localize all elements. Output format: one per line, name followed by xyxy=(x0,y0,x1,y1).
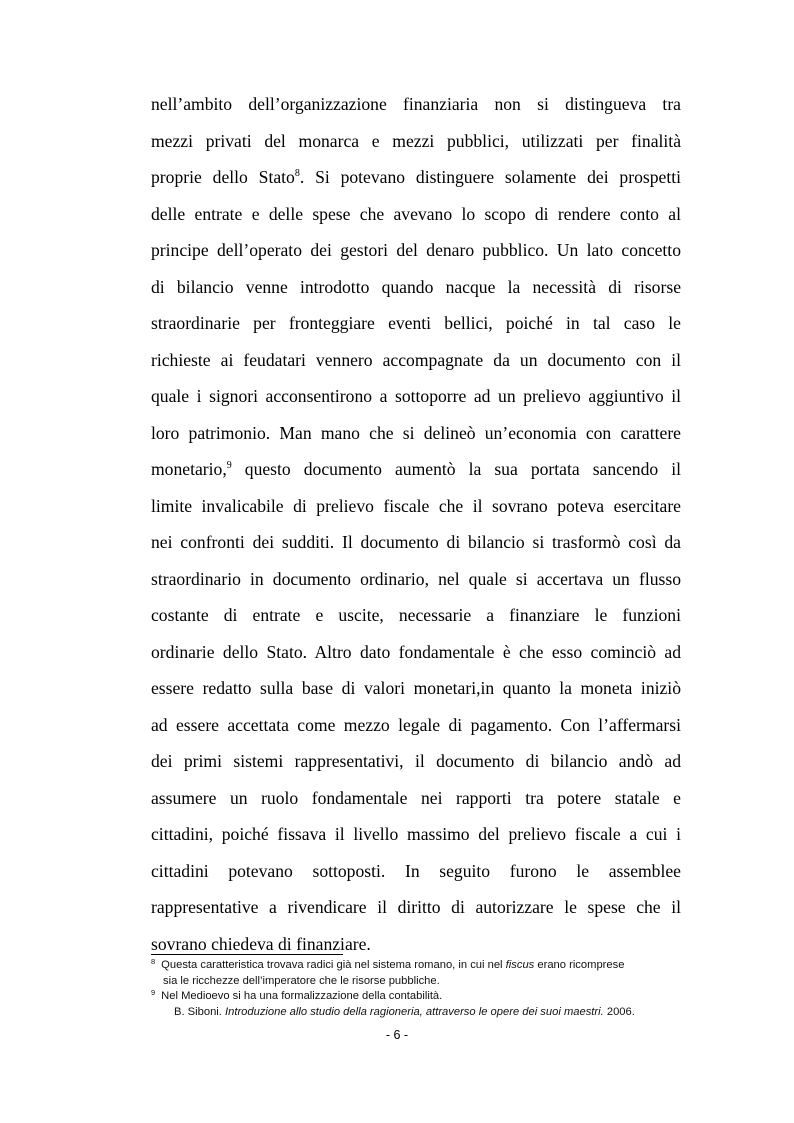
body-line: costante di entrate e uscite, necessarie a finanziare le funzioni xyxy=(151,605,681,625)
body-line: loro patrimonio. Man mano che si delineò un’economia con carattere xyxy=(151,422,681,443)
body-line: nei confronti dei sudditi. Il documento di bilancio si trasformò così da xyxy=(151,532,681,552)
page-number: - 6 - xyxy=(385,1028,409,1042)
body-line: monetario,$^9$ questo documento aumentò la sua portata sancendo il xyxy=(151,459,681,479)
footnote-reference[interactable]: 8 xyxy=(294,168,300,179)
body-line: rappresentative a rivendicare il diritto di autorizzare le spese che il xyxy=(151,897,681,917)
body-line: assumere un ruolo fondamentale nei rapporti tra potere statale e xyxy=(151,787,681,808)
footnote-separator xyxy=(151,954,343,955)
body-line: straordinarie per fronteggiare eventi bellici, poiché in tal caso le xyxy=(151,313,681,333)
body-line: dei primi sistemi rappresentativi, il documento di bilancio andò ad xyxy=(151,751,681,771)
body-line: nell’ambito dell’organizzazione finanziaria non si distingueva tra xyxy=(151,94,681,114)
body-line: essere redatto sulla base di valori monetari,in quanto la moneta iniziò xyxy=(151,678,681,698)
body-line: cittadini potevano sottoposti. In seguito furono le assemblee xyxy=(151,860,681,881)
body-line: principe dell’operato dei gestori del denaro pubblico. Un lato concetto xyxy=(151,240,681,260)
body-line: ordinarie dello Stato. Altro dato fondamentale è che esso cominciò ad xyxy=(151,641,681,662)
footnotes xyxy=(151,958,711,1020)
body-line: cittadini, poiché fissava il livello massimo del prelievo fiscale a cui i xyxy=(151,824,681,844)
footnote-reference[interactable]: 9 xyxy=(226,460,232,471)
body-line: proprie dello Stato$^8$. Si potevano distinguere solamente dei prospetti xyxy=(151,167,681,187)
body-line: richieste ai feudatari vennero accompagnate da un documento con il xyxy=(151,349,681,370)
footnote-9-line-2: B. Siboni. Introduzione allo studio della ragioneria, attraverso le opere dei suoi maestri. 2006. xyxy=(174,1005,635,1018)
footnote-9-line-1: $^9$ Nel Medioevo si ha una formalizzazione della contabilità. xyxy=(151,988,443,1003)
body-line: straordinario in documento ordinario, nel quale si accertava un flusso xyxy=(151,568,681,589)
body-line: delle entrate e delle spese che avevano lo scopo di rendere conto al xyxy=(151,203,681,224)
body-line: di bilancio venne introdotto quando nacque la necessità di risorse xyxy=(151,276,681,297)
body-line: ad essere accettata come mezzo legale di pagamento. Con l’affermarsi xyxy=(151,714,681,735)
body-line: sovrano chiedeva di finanziare. xyxy=(151,933,371,954)
footnote-8-line-2: sia le ricchezze dell’imperatore che le risorse pubbliche. xyxy=(163,974,440,987)
body-line: quale i signori acconsentirono a sottoporre ad un prelievo aggiuntivo il xyxy=(151,386,681,406)
footnote-8-line-1: $^8$ Questa caratteristica trovava radici già nel sistema romano, in cui nel fiscus erano ricomprese xyxy=(151,957,625,971)
body-line: mezzi privati del monarca e mezzi pubblici, utilizzati per finalità xyxy=(151,130,681,151)
body-text xyxy=(151,86,681,962)
body-line: limite invalicabile di prelievo fiscale che il sovrano poteva esercitare xyxy=(151,495,681,516)
